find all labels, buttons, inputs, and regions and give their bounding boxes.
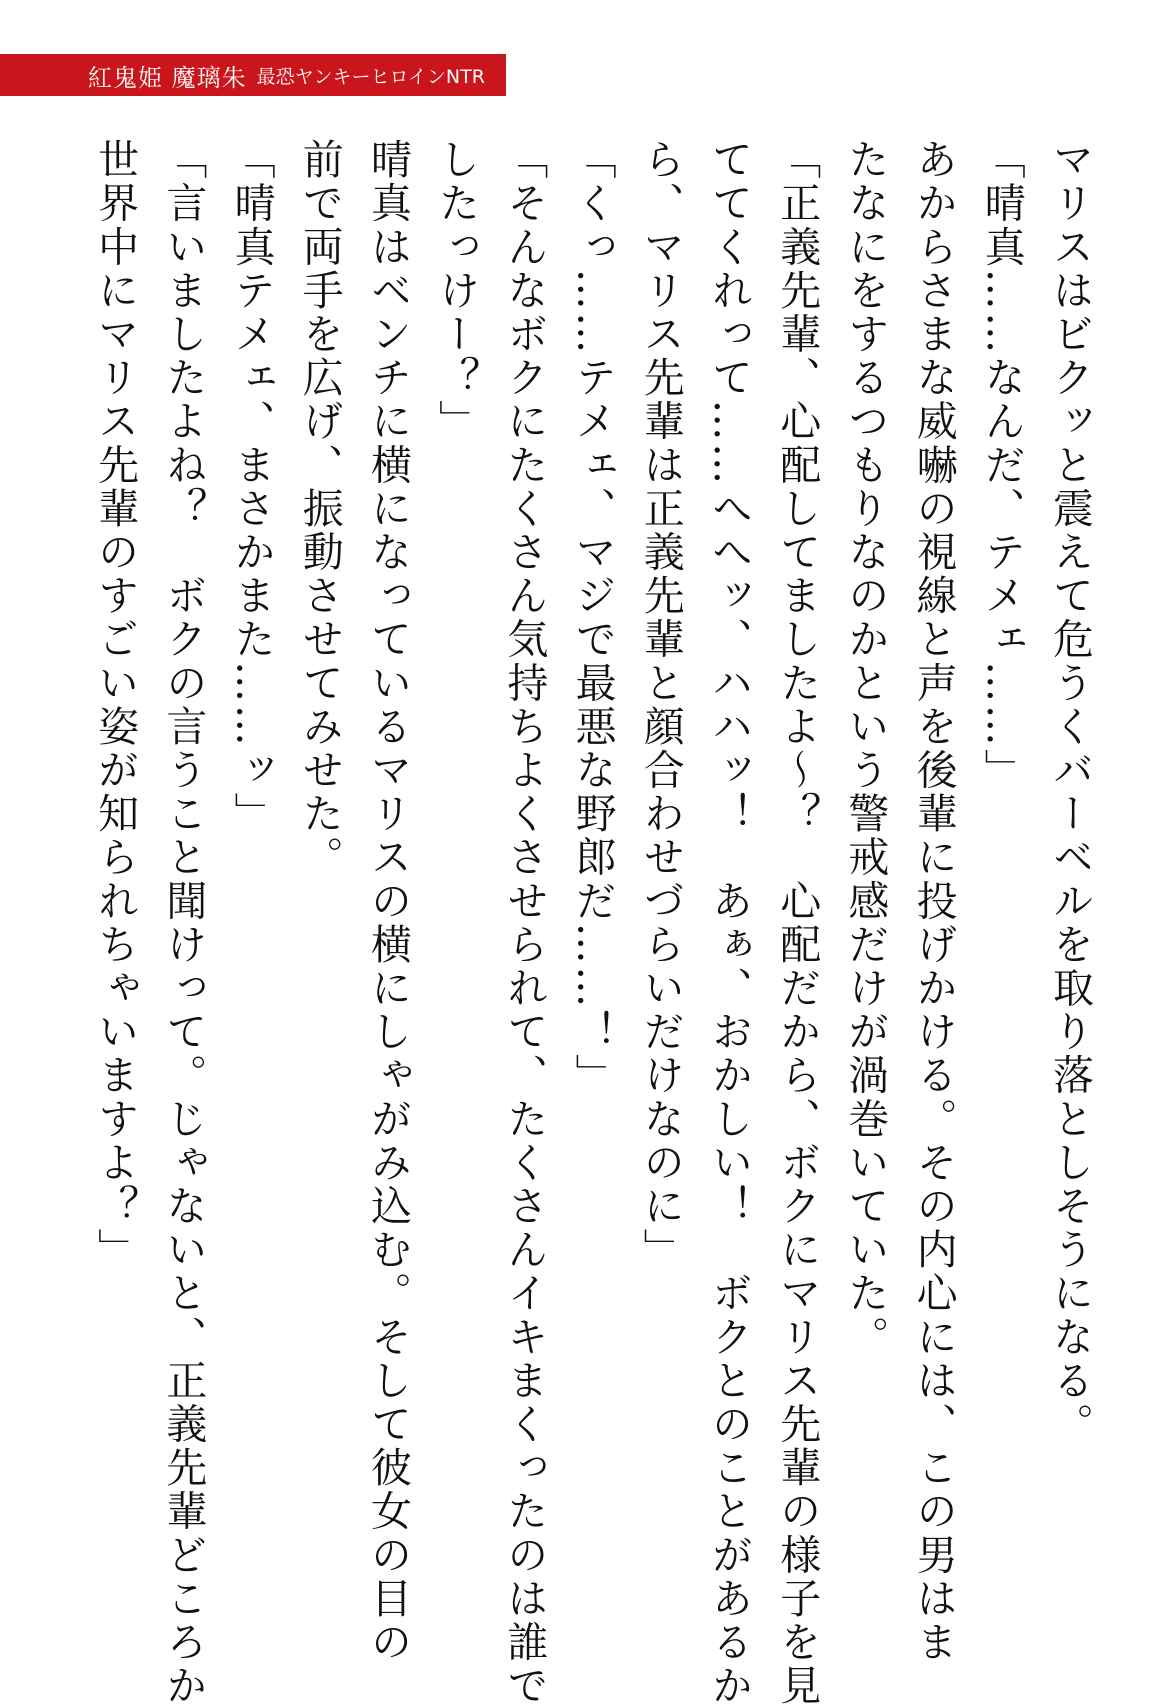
text-line: ら、マリス先輩は正義先輩と顔合わせづらいだけなのに」 — [636, 138, 685, 1272]
text-line: 晴真はベンチに横になっているマリスの横にしゃがみ込む。そして彼女の目の — [363, 138, 412, 1664]
text-line: ててくれって……へへッ、ハハッ！ あぁ、おかしい！ ボクとのことがあるか — [704, 138, 753, 1708]
text-line: たなにをするつもりなのかという警戒感だけが渦巻いていた。 — [841, 138, 890, 1359]
text-line: あからさまな威嚇の視線と声を後輩に投げかける。その内心には、この男はま — [909, 138, 958, 1664]
text-line: 「言いましたよね？ ボクの言うこと聞けって。じゃないと、正義先輩どころか — [159, 138, 208, 1708]
book-title: 紅鬼姫 魔璃朱 — [88, 63, 247, 92]
text-line: 「そんなボクにたくさん気持ちよくさせられて、たくさんイキまくったのは誰で — [500, 138, 549, 1708]
text-line: 「晴真……なんだ、テメェ……」 — [977, 138, 1026, 792]
vertical-text-body — [81, 138, 1104, 1708]
text-line: 世界中にマリス先輩のすごい姿が知られちゃいますよ？」 — [91, 138, 140, 1272]
header-band — [0, 54, 506, 96]
text-line: 「晴真テメェ、まさかまた……ッ」 — [227, 138, 276, 836]
text-line: マリスはビクッと震えて危うくバーベルを取り落としそうになる。 — [1046, 138, 1094, 1446]
text-line: 前で両手を広げ、振動させてみせた。 — [295, 138, 344, 880]
text-line: したっけー？」 — [432, 138, 481, 444]
book-subtitle: 最恐ヤンキーヒロインNTR — [256, 65, 485, 88]
text-line: 「正義先輩、心配してましたよ〜？ 心配だから、ボクにマリス先輩の様子を見 — [773, 138, 822, 1708]
text-line: 「くっ……テメェ、マジで最悪な野郎だ……！」 — [568, 138, 617, 1098]
